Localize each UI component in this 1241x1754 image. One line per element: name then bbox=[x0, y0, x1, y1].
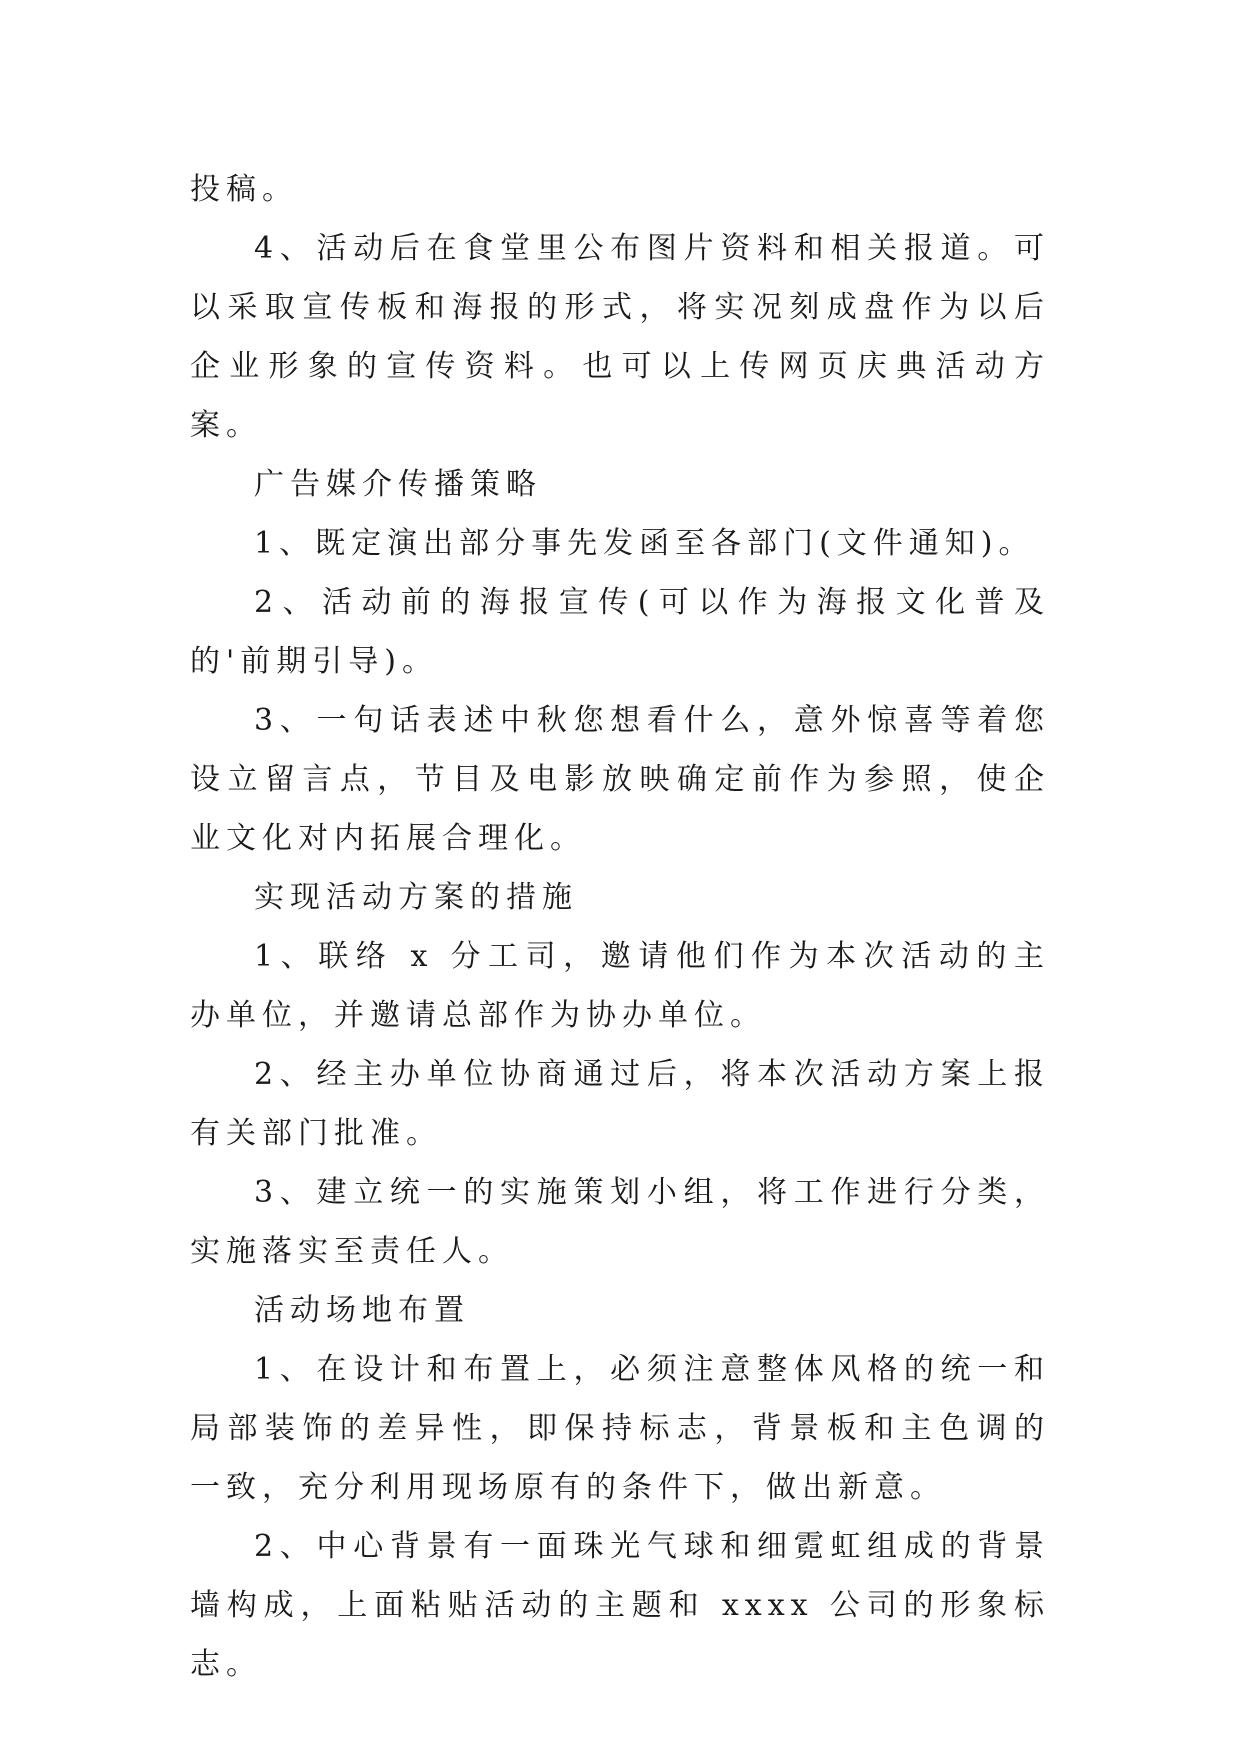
paragraph-media-1: 1、既定演出部分事先发函至各部门(文件通知)。 bbox=[254, 526, 1035, 561]
document-body bbox=[190, 160, 1050, 1694]
paragraph-media-2: 2、活动前的海报宣传(可以作为海报文化普及的'前期引导)。 bbox=[190, 585, 1050, 679]
paragraph-media-3: 3、一句话表述中秋您想看什么，意外惊喜等着您设立留言点，节目及电影放映确定前作为参照，使企业文化对内拓展合理化。 bbox=[190, 703, 1050, 856]
section-heading-venue: 活动场地布置 bbox=[254, 1293, 470, 1328]
paragraph-venue-2: 2、中心背景有一面珠光气球和细霓虹组成的背景墙构成，上面粘贴活动的主题和 xxxx 公司的形象标志。 bbox=[190, 1529, 1050, 1682]
section-heading-media: 广告媒介传播策略 bbox=[254, 467, 542, 502]
paragraph-measures-2: 2、经主办单位协商通过后，将本次活动方案上报有关部门批准。 bbox=[190, 1057, 1050, 1151]
section-heading-measures: 实现活动方案的措施 bbox=[254, 880, 578, 915]
paragraph-venue-1: 1、在设计和布置上，必须注意整体风格的统一和局部装饰的差异性，即保持标志，背景板和主色调的一致，充分利用现场原有的条件下，做出新意。 bbox=[190, 1352, 1050, 1505]
paragraph-measures-3: 3、建立统一的实施策划小组，将工作进行分类，实施落实至责任人。 bbox=[190, 1175, 1050, 1269]
paragraph-measures-1: 1、联络 x 分工司，邀请他们作为本次活动的主办单位，并邀请总部作为协办单位。 bbox=[190, 939, 1050, 1033]
paragraph-continuation: 投稿。 bbox=[190, 172, 298, 207]
paragraph-item-4: 4、活动后在食堂里公布图片资料和相关报道。可以采取宣传板和海报的形式，将实况刻成盘作为以后企业形象的宣传资料。也可以上传网页庆典活动方案。 bbox=[190, 231, 1050, 443]
